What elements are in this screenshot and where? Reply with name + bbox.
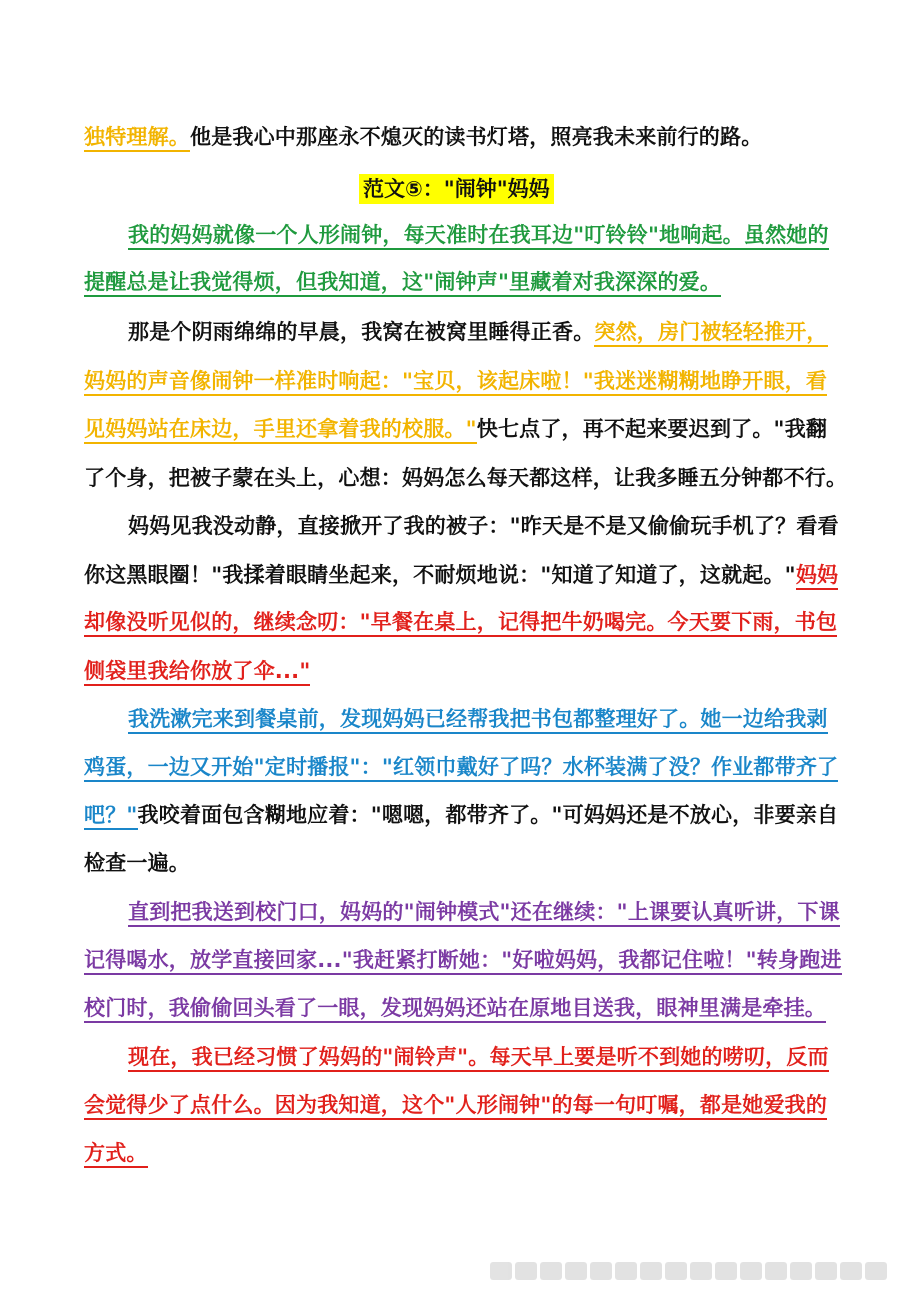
text-segment: 会觉得少了点什么。因为我知道，这个"人形闹钟"的每一句叮嘱，都是她爱我的 — [84, 1093, 827, 1120]
text-line — [84, 366, 827, 396]
text-segment: 那是个阴雨绵绵的早晨，我窝在被窝里睡得正香。 — [128, 320, 595, 344]
text-segment: 现在，我已经习惯了妈妈的"闹铃声"。每天早上要是听不到她的唠叨，反而 — [128, 1045, 829, 1072]
watermark-block — [640, 1262, 662, 1280]
watermark-block — [590, 1262, 612, 1280]
text-line — [84, 993, 826, 1023]
text-line — [84, 1138, 148, 1168]
text-segment: 你这黑眼圈！"我揉着眼睛坐起来，不耐烦地说："知道了知道了，这就起。" — [84, 563, 796, 587]
text-line — [84, 1090, 827, 1120]
text-segment: 方式。 — [84, 1141, 148, 1168]
text-line — [84, 560, 838, 590]
text-segment: 记得喝水，放学直接回家..."我赶紧打断她："好啦妈妈，我都记住啦！"转身跑进 — [84, 948, 842, 975]
text-segment: 我咬着面包含糊地应着："嗯嗯，都带齐了。"可妈妈还是不放心，非要亲自 — [137, 803, 839, 827]
text-segment: 提醒总是让我觉得烦，但我知道，这"闹钟声"里藏着对我深深的爱。 — [84, 270, 721, 297]
text-line — [84, 463, 847, 493]
text-segment: 我洗漱完来到餐桌前，发现妈妈已经帮我把书包都整理好了。她一边给我剥 — [128, 707, 828, 734]
text-segment: 他是我心中那座永不熄灭的读书灯塔，照亮我未来前行的路。 — [190, 125, 763, 149]
text-line — [128, 317, 828, 347]
text-line — [128, 1042, 829, 1072]
watermark-block — [665, 1262, 687, 1280]
watermark — [490, 1262, 890, 1284]
text-segment: 鸡蛋，一边又开始"定时播报"："红领巾戴好了吗？水杯装满了没？作业都带齐了 — [84, 755, 838, 782]
watermark-block — [615, 1262, 637, 1280]
text-line — [84, 945, 842, 975]
text-segment: 妈妈的声音像闹钟一样准时响起："宝贝，该起床啦！"我迷迷糊糊地睁开眼，看 — [84, 369, 827, 396]
watermark-block — [840, 1262, 862, 1280]
text-line — [84, 752, 838, 782]
text-segment: 检查一遍。 — [84, 851, 190, 875]
watermark-block — [515, 1262, 537, 1280]
watermark-block — [540, 1262, 562, 1280]
text-line — [84, 800, 838, 830]
text-segment: 校门时，我偷偷回头看了一眼，发现妈妈还站在原地目送我，眼神里满是牵挂。 — [84, 996, 826, 1023]
text-segment: 吧？" — [84, 803, 138, 830]
watermark-block — [815, 1262, 837, 1280]
text-segment: 妈妈见我没动静，直接掀开了我的被子："昨天是不是又偷偷玩手机了？看看 — [128, 514, 839, 538]
text-line — [128, 220, 829, 250]
text-line — [84, 607, 837, 637]
text-line — [84, 122, 762, 152]
watermark-block — [765, 1262, 787, 1280]
text-segment: 却像没听见似的，继续念叨："早餐在桌上，记得把牛奶喝完。今天要下雨，书包 — [84, 610, 837, 637]
text-line — [84, 267, 721, 297]
text-segment: 妈妈 — [796, 563, 838, 590]
text-line — [84, 414, 827, 444]
text-line — [128, 704, 828, 734]
text-segment: 侧袋里我给你放了伞..." — [84, 659, 310, 686]
text-segment: 独特理解。 — [84, 125, 190, 152]
watermark-block — [490, 1262, 512, 1280]
text-line — [128, 897, 840, 927]
text-line — [84, 656, 310, 686]
watermark-block — [790, 1262, 812, 1280]
text-line — [84, 848, 190, 878]
watermark-block — [690, 1262, 712, 1280]
text-segment: 见妈妈站在床边，手里还拿着我的校服。" — [84, 417, 477, 444]
text-segment: 突然，房门被轻轻推开， — [594, 320, 827, 347]
text-segment: 直到把我送到校门口，妈妈的"闹钟模式"还在继续："上课要认真听讲，下课 — [128, 900, 840, 927]
watermark-block — [715, 1262, 737, 1280]
text-segment: 我的妈妈就像一个人形闹钟，每天准时在我耳边"叮铃铃"地响起。虽然她的 — [128, 223, 829, 250]
essay-title: 范文⑤："闹钟"妈妈 — [359, 174, 554, 204]
watermark-block — [865, 1262, 887, 1280]
text-segment: 快七点了，再不起来要迟到了。"我翻 — [476, 417, 828, 441]
watermark-block — [565, 1262, 587, 1280]
watermark-block — [740, 1262, 762, 1280]
text-segment: 了个身，把被子蒙在头上，心想：妈妈怎么每天都这样，让我多睡五分钟都不行。 — [84, 466, 848, 490]
text-line — [128, 511, 839, 541]
